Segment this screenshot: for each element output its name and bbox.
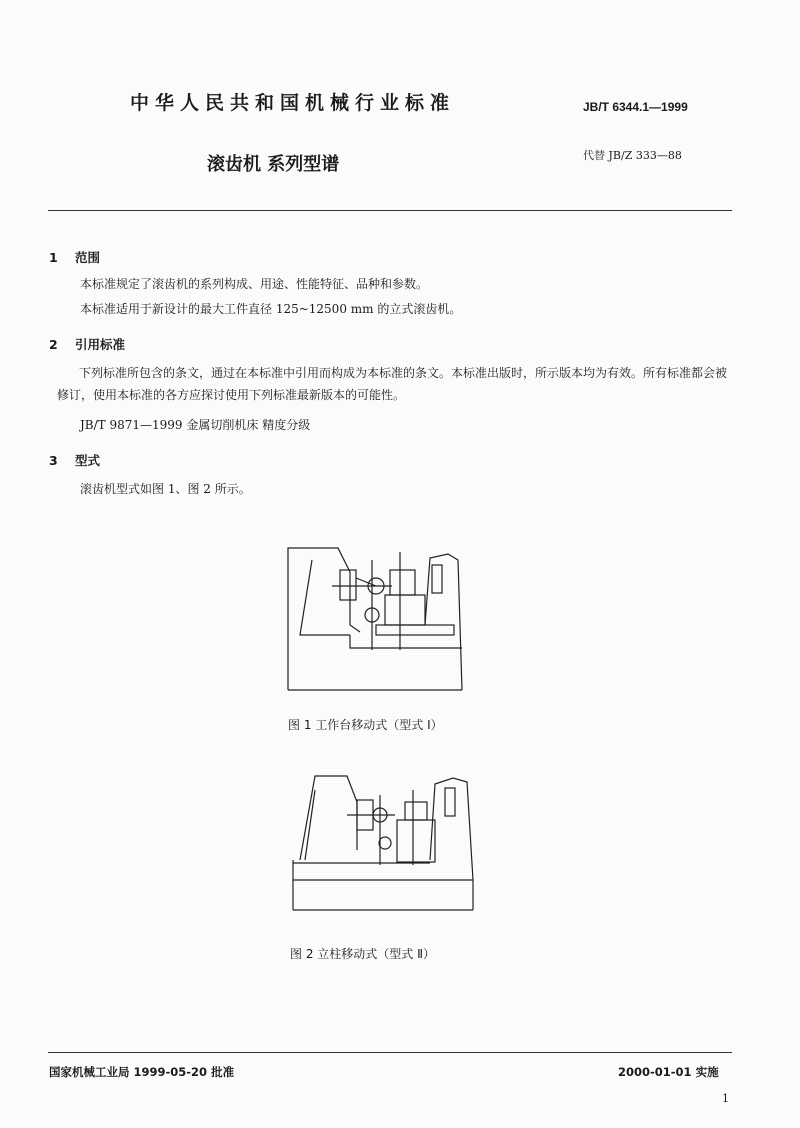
replaces-standard: 代替 JB/Z 333—88 [583,149,682,162]
hob-head [340,570,356,600]
reference-standard: JB/T 9871—1999 金属切削机床 精度分级 [80,418,311,432]
approval-date: 国家机械工业局 1999-05-20 批准 [49,1065,235,1079]
right-column-outline [425,554,462,690]
section-number: 1 [49,250,58,265]
section-2-paragraph: 下列标准所包含的条文，通过在本标准中引用而构成为本标准的条文。本标准出版时，所示版本均为有效。所有标准都会被修订，使用本标准的各方应探讨使用下列标准最新版本的可能性。 [57,366,728,402]
work-table [385,595,425,625]
section-number: 2 [49,337,58,352]
section-number: 3 [49,453,58,468]
figure-1-drawing [280,540,480,700]
work-table [397,820,435,862]
section-2-heading [49,335,125,353]
worktable-head [405,802,427,820]
section-3-heading [49,451,100,469]
standard-category: 中华人民共和国机械行业标准 [130,92,456,114]
section-3-paragraph: 滚齿机型式如图 1、图 2 所示。 [80,482,251,496]
figure-1-caption: 图 1 工作台移动式（型式 Ⅰ） [288,718,443,732]
bed-top [350,635,462,648]
workpiece-circle [379,837,391,849]
left-column-outline [288,548,360,690]
right-column-outline [430,778,473,880]
page-number: 1 [722,1092,729,1105]
section-1-paragraph: 本标准适用于新设计的最大工件直径 125~12500 mm 的立式滚齿机。 [80,302,462,316]
figure-2-caption: 图 2 立柱移动式（型式 Ⅱ） [290,947,435,961]
tailstock [445,788,455,816]
section-1-paragraph: 本标准规定了滚齿机的系列构成、用途、性能特征、品种和参数。 [80,277,429,291]
section-title: 型式 [75,453,101,468]
sliding-table [376,625,454,635]
section-title: 范围 [75,250,101,265]
implementation-date: 2000-01-01 实施 [618,1065,719,1079]
standard-code: JB/T 6344.1—1999 [583,100,688,114]
document-title: 滚齿机 系列型谱 [207,154,340,175]
footer-rule [48,1052,732,1053]
figure-2-drawing [285,770,485,920]
section-1-heading [49,248,100,266]
worktable-head [390,570,415,595]
left-column-outline [300,776,357,860]
section-title: 引用标准 [75,337,126,352]
tailstock [432,565,442,593]
left-column-inner [300,560,350,635]
header-rule [48,210,732,211]
